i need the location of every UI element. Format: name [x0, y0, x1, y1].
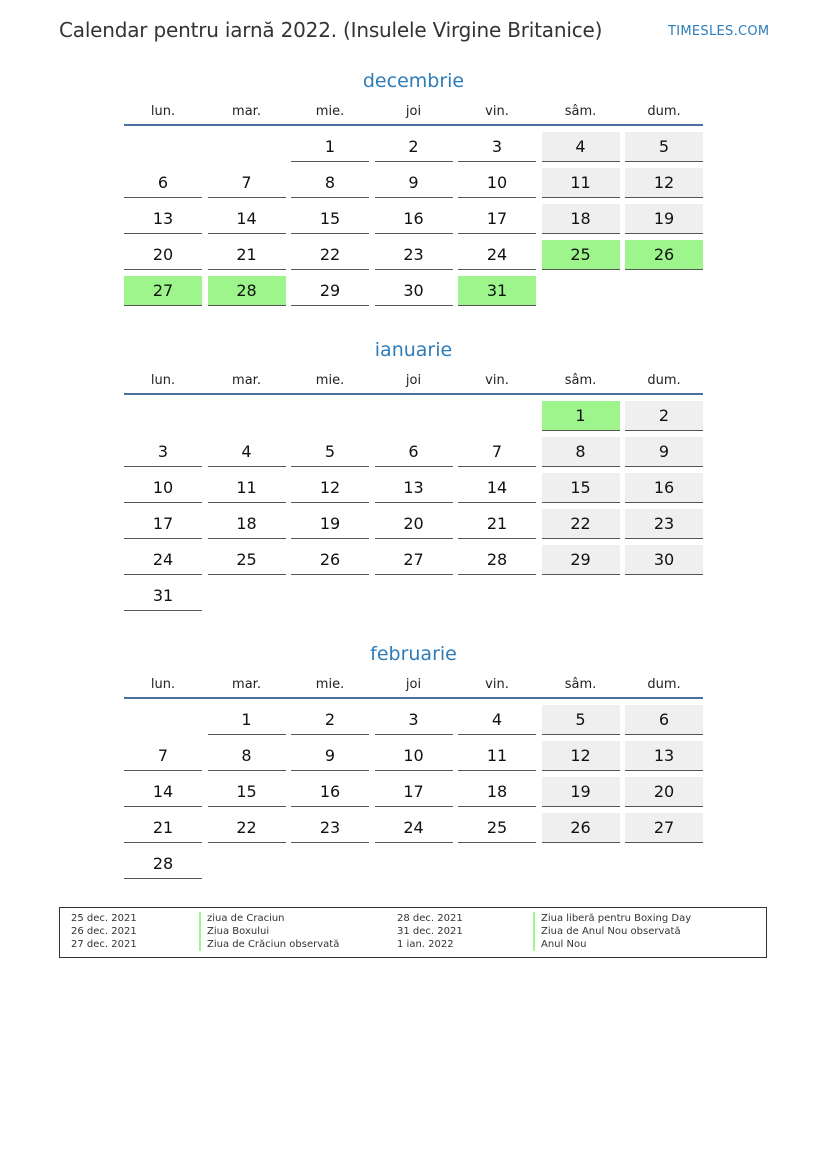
day-cell: 18 — [542, 204, 620, 234]
empty-cell — [291, 401, 369, 430]
day-cell: 13 — [375, 473, 453, 503]
day-cell: 14 — [208, 204, 286, 234]
legend-name: Anul Nou — [533, 938, 586, 951]
month-january — [124, 337, 703, 617]
day-cell: 30 — [625, 545, 703, 575]
weekday-label: sâm. — [564, 103, 597, 119]
day-cell: 26 — [542, 813, 620, 843]
day-cell: 14 — [124, 777, 202, 807]
day-cell: 3 — [124, 437, 202, 467]
day-cell: 8 — [291, 168, 369, 198]
day-cell: 11 — [458, 741, 536, 771]
day-cell: 3 — [375, 705, 453, 735]
day-cell: 30 — [375, 276, 453, 306]
day-cell: 19 — [625, 204, 703, 234]
month-divider — [124, 393, 703, 395]
weekday-label: joi — [405, 372, 422, 388]
day-cell: 18 — [458, 777, 536, 807]
day-cell: 29 — [542, 545, 620, 575]
day-cell: 17 — [375, 777, 453, 807]
weekday-label: dum. — [647, 676, 681, 692]
weekday-label: vin. — [485, 372, 509, 388]
day-cell: 7 — [124, 741, 202, 771]
day-cell: 20 — [375, 509, 453, 539]
day-cell: 9 — [291, 741, 369, 771]
legend-date: 26 dec. 2021 — [71, 926, 137, 937]
day-grid — [124, 132, 703, 312]
empty-cell — [124, 401, 202, 430]
day-cell: 27 — [124, 276, 202, 306]
day-cell: 19 — [542, 777, 620, 807]
day-cell: 5 — [542, 705, 620, 735]
day-cell: 12 — [291, 473, 369, 503]
weekday-label: mie. — [315, 676, 345, 692]
day-cell: 10 — [375, 741, 453, 771]
legend-name: Ziua de Anul Nou observată — [533, 925, 681, 938]
day-cell: 6 — [625, 705, 703, 735]
day-cell: 22 — [291, 240, 369, 270]
day-cell: 7 — [458, 437, 536, 467]
day-cell: 3 — [458, 132, 536, 162]
day-cell: 16 — [375, 204, 453, 234]
legend-date: 28 dec. 2021 — [397, 913, 463, 924]
weekday-label: lun. — [150, 103, 176, 119]
day-cell: 14 — [458, 473, 536, 503]
page-title: Calendar pentru iarnă 2022. (Insulele Virgine Britanice) — [59, 18, 603, 42]
day-cell: 31 — [458, 276, 536, 306]
day-cell: 8 — [208, 741, 286, 771]
month-name: decembrie — [362, 70, 465, 92]
weekday-label: dum. — [647, 372, 681, 388]
weekday-header — [124, 367, 703, 393]
weekday-label: vin. — [485, 676, 509, 692]
day-cell: 8 — [542, 437, 620, 467]
day-cell: 13 — [124, 204, 202, 234]
day-cell: 15 — [208, 777, 286, 807]
day-cell: 6 — [375, 437, 453, 467]
weekday-label: mar. — [232, 103, 261, 119]
day-cell: 22 — [208, 813, 286, 843]
day-cell: 11 — [208, 473, 286, 503]
day-cell: 28 — [458, 545, 536, 575]
day-cell: 9 — [625, 437, 703, 467]
day-cell: 21 — [208, 240, 286, 270]
month-february — [124, 641, 703, 885]
day-cell: 28 — [124, 849, 202, 879]
day-cell: 12 — [625, 168, 703, 198]
day-cell: 18 — [208, 509, 286, 539]
empty-cell — [124, 705, 202, 734]
weekday-label: vin. — [485, 103, 509, 119]
brand-link[interactable]: TIMESLES.COM — [668, 24, 770, 39]
empty-cell — [458, 401, 536, 430]
day-cell: 10 — [458, 168, 536, 198]
weekday-label: lun. — [150, 676, 176, 692]
day-cell: 26 — [291, 545, 369, 575]
day-cell: 1 — [542, 401, 620, 431]
day-cell: 11 — [542, 168, 620, 198]
day-cell: 28 — [208, 276, 286, 306]
day-grid — [124, 705, 703, 885]
day-cell: 26 — [625, 240, 703, 270]
weekday-label: lun. — [150, 372, 176, 388]
weekday-label: joi — [405, 103, 422, 119]
day-cell: 27 — [625, 813, 703, 843]
day-cell: 20 — [124, 240, 202, 270]
legend-date: 25 dec. 2021 — [71, 913, 137, 924]
weekday-label: dum. — [647, 103, 681, 119]
day-cell: 23 — [375, 240, 453, 270]
legend-date: 31 dec. 2021 — [397, 926, 463, 937]
day-cell: 5 — [625, 132, 703, 162]
day-cell: 6 — [124, 168, 202, 198]
empty-cell — [375, 401, 453, 430]
day-cell: 24 — [375, 813, 453, 843]
day-cell: 17 — [458, 204, 536, 234]
day-cell: 19 — [291, 509, 369, 539]
month-name: februarie — [370, 643, 457, 665]
day-cell: 15 — [291, 204, 369, 234]
day-cell: 22 — [542, 509, 620, 539]
day-cell: 27 — [375, 545, 453, 575]
day-cell: 31 — [124, 581, 202, 611]
legend-date: 1 ian. 2022 — [397, 939, 454, 950]
weekday-header — [124, 671, 703, 697]
day-cell: 4 — [542, 132, 620, 162]
weekday-header — [124, 98, 703, 124]
day-cell: 25 — [542, 240, 620, 270]
weekday-label: sâm. — [564, 372, 597, 388]
day-cell: 16 — [291, 777, 369, 807]
month-divider — [124, 697, 703, 699]
weekday-label: mie. — [315, 103, 345, 119]
empty-cell — [124, 132, 202, 161]
day-cell: 25 — [458, 813, 536, 843]
day-cell: 21 — [458, 509, 536, 539]
day-cell: 7 — [208, 168, 286, 198]
day-cell: 4 — [208, 437, 286, 467]
day-cell: 17 — [124, 509, 202, 539]
day-cell: 23 — [625, 509, 703, 539]
day-cell: 20 — [625, 777, 703, 807]
day-cell: 5 — [291, 437, 369, 467]
legend-date: 27 dec. 2021 — [71, 939, 137, 950]
day-cell: 4 — [458, 705, 536, 735]
month-divider — [124, 124, 703, 126]
weekday-label: joi — [405, 676, 422, 692]
day-cell: 15 — [542, 473, 620, 503]
day-cell: 2 — [291, 705, 369, 735]
legend-name: Ziua de Crăciun observată — [199, 938, 339, 951]
weekday-label: mar. — [232, 676, 261, 692]
day-cell: 1 — [291, 132, 369, 162]
day-cell: 21 — [124, 813, 202, 843]
day-cell: 1 — [208, 705, 286, 735]
day-grid — [124, 401, 703, 617]
legend-name: ziua de Craciun — [199, 912, 285, 925]
holiday-legend — [59, 907, 767, 958]
day-cell: 25 — [208, 545, 286, 575]
day-cell: 24 — [458, 240, 536, 270]
month-december — [124, 68, 703, 312]
empty-cell — [208, 401, 286, 430]
day-cell: 9 — [375, 168, 453, 198]
weekday-label: sâm. — [564, 676, 597, 692]
empty-cell — [208, 132, 286, 161]
day-cell: 23 — [291, 813, 369, 843]
weekday-label: mar. — [232, 372, 261, 388]
legend-name: Ziua Boxului — [199, 925, 269, 938]
day-cell: 24 — [124, 545, 202, 575]
day-cell: 13 — [625, 741, 703, 771]
legend-name: Ziua liberă pentru Boxing Day — [533, 912, 691, 925]
day-cell: 29 — [291, 276, 369, 306]
weekday-label: mie. — [315, 372, 345, 388]
day-cell: 2 — [375, 132, 453, 162]
day-cell: 12 — [542, 741, 620, 771]
day-cell: 16 — [625, 473, 703, 503]
day-cell: 2 — [625, 401, 703, 431]
month-name: ianuarie — [374, 339, 453, 361]
day-cell: 10 — [124, 473, 202, 503]
